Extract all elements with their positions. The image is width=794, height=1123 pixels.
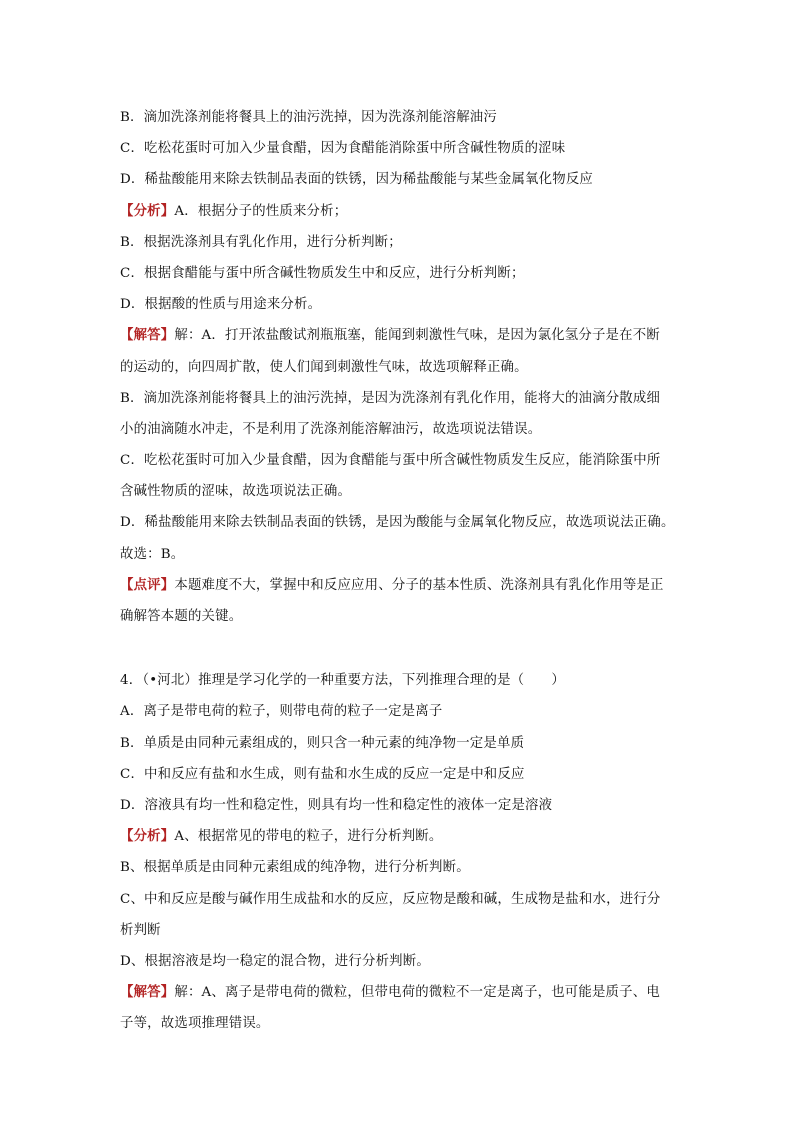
q3-option-c: C．吃松花蛋时可加入少量食醋，因为食醋能消除蛋中所含碱性物质的涩味	[120, 141, 566, 157]
answer-tag: 【解答】	[120, 327, 175, 344]
answer-text: 解：A．打开浓盐酸试剂瓶瓶塞，能闻到刺激性气味，是因为氯化氢分子是在不断	[174, 328, 660, 344]
q3-analysis-a	[120, 196, 684, 227]
q3-answer-d: D．稀盐酸能用来除去铁制品表面的铁锈，是因为酸能与金属氧化物反应，故选项说法正确。	[120, 515, 675, 531]
q3-answer-a-2: 的运动的，向四周扩散，使人们闻到刺激性气味，故选项解释正确。	[120, 359, 528, 375]
q3-analysis-c: C．根据食醋能与蛋中所含碱性物质发生中和反应，进行分析判断；	[120, 265, 525, 281]
q4-analysis-a	[120, 821, 684, 852]
q3-option-d: D．稀盐酸能用来除去铁制品表面的铁锈，因为稀盐酸能与某些金属氧化物反应	[120, 172, 594, 188]
q3-comment-2: 确解答本题的关键。	[120, 609, 243, 624]
answer-text: 解：A、离子是带电荷的微粒，但带电荷的微粒不一定是离子，也可能是质子、电	[174, 985, 660, 1001]
q4-option-d: D．溶液具有均一性和稳定性，则具有均一性和稳定性的液体一定是溶液	[120, 797, 553, 813]
answer-tag: 【解答】	[120, 984, 175, 1001]
q3-option-b: B．滴加洗涤剂能将餐具上的油污洗掉，因为洗涤剂能溶解油污	[120, 110, 497, 125]
question-gap	[120, 632, 684, 665]
q3-answer-b-2: 小的油滴随水冲走，不是利用了洗涤剂能溶解油污，故选项说法错误。	[120, 421, 542, 437]
analysis-tag: 【分析】	[120, 828, 175, 845]
analysis-text: A、根据常见的带电的粒子，进行分析判断。	[174, 829, 443, 845]
q3-answer-b-1: B．滴加洗涤剂能将餐具上的油污洗掉，是因为洗涤剂有乳化作用，能将大的油滴分散成细	[120, 390, 661, 406]
q4-option-c: C．中和反应有盐和水生成，则有盐和水生成的反应一定是中和反应	[120, 766, 525, 782]
q4-answer-a-1	[120, 977, 684, 1008]
q3-analysis-d: D．根据酸的性质与用途来分析。	[120, 297, 322, 313]
q4-answer-a-2: 子等，故选项推理错误。	[120, 1016, 270, 1032]
analysis-tag: 【分析】	[120, 202, 175, 219]
q4-analysis-d: D、根据溶液是均一稳定的混合物，进行分析判断。	[120, 953, 430, 969]
q4-analysis-b: B、根据单质是由同种元素组成的纯净物，进行分析判断。	[120, 860, 470, 876]
comment-text: 本题难度不大，掌握中和反应应用、分子的基本性质、洗涤剂具有乳化作用等是正	[174, 577, 664, 593]
q4-option-b: B．单质是由同种元素组成的，则只含一种元素的纯净物一定是单质	[120, 735, 525, 751]
q3-choice: 故选：B。	[120, 546, 185, 562]
q3-answer-c-2: 含碱性物质的涩味，故选项说法正确。	[120, 484, 352, 500]
q3-answer-c-1: C．吃松花蛋时可加入少量食醋，因为食醋能与蛋中所含碱性物质发生反应，能消除蛋中所	[120, 453, 661, 469]
q4-option-a: A．离子是带电荷的粒子，则带电荷的粒子一定是离子	[120, 704, 443, 720]
q4-stem: 4．（•河北）推理是学习化学的一种重要方法，下列推理合理的是（ ）	[120, 673, 566, 689]
q3-analysis-b: B．根据洗涤剂具有乳化作用，进行分析判断；	[120, 234, 402, 250]
analysis-text: A．根据分子的性质来分析；	[174, 203, 348, 219]
comment-tag: 【点评】	[120, 576, 175, 593]
q4-analysis-c-2: 析判断	[120, 922, 161, 938]
q3-answer-a-1	[120, 320, 684, 351]
q3-comment-1	[120, 570, 684, 601]
q4-analysis-c-1: C、中和反应是酸与碱作用生成盐和水的反应，反应物是酸和碱，生成物是盐和水，进行分	[120, 891, 661, 907]
